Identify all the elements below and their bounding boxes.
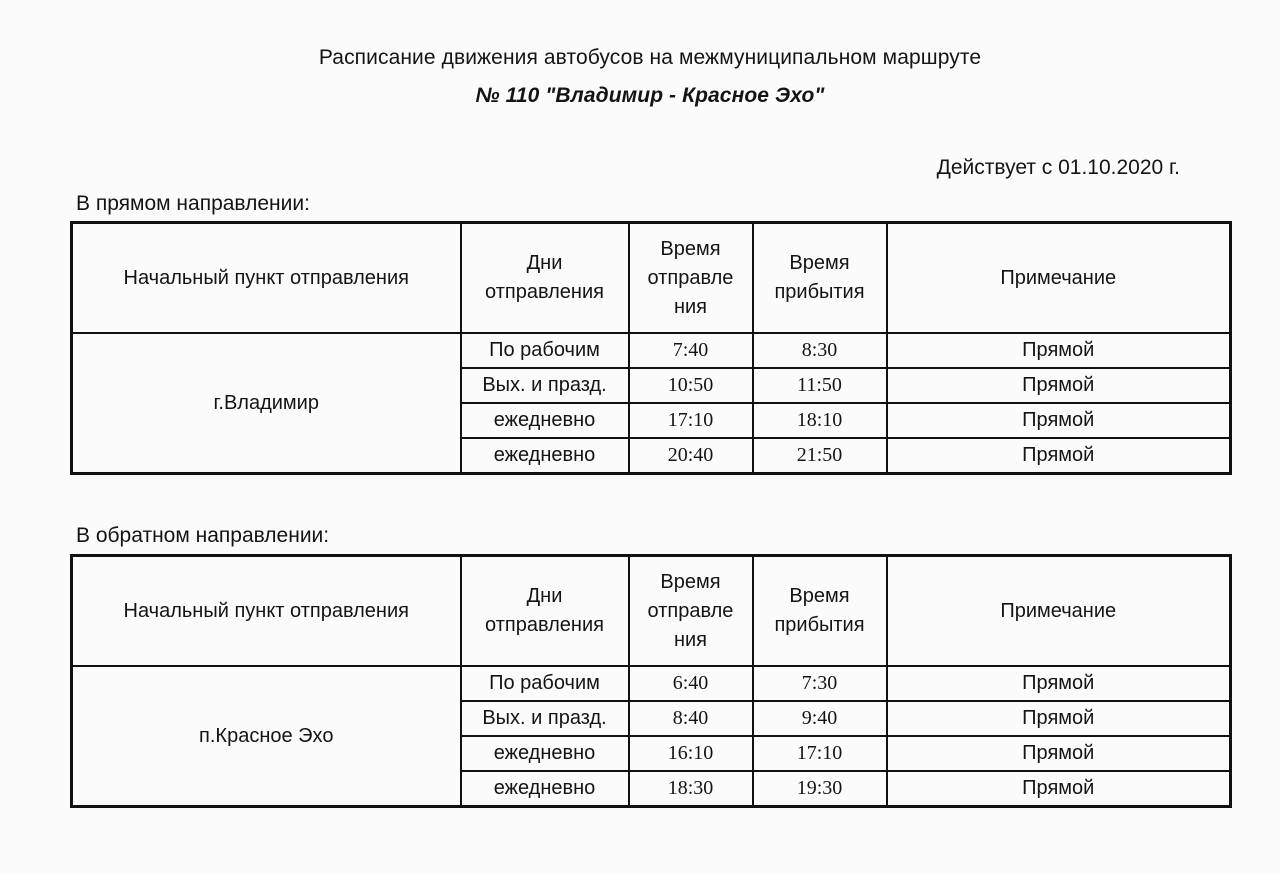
- note-cell: Прямой: [887, 771, 1231, 807]
- note-cell: Прямой: [887, 736, 1231, 771]
- note-cell: Прямой: [887, 403, 1231, 438]
- days-cell: ежедневно: [461, 403, 629, 438]
- departure-cell: 10:50: [629, 368, 753, 403]
- arrival-cell: 7:30: [753, 666, 887, 701]
- backward-schedule-table: [70, 554, 1232, 808]
- departure-cell: 17:10: [629, 403, 753, 438]
- forward-schedule-table: [70, 221, 1232, 475]
- departure-cell: 16:10: [629, 736, 753, 771]
- arrival-cell: 9:40: [753, 701, 887, 736]
- days-cell: Вых. и празд.: [461, 701, 629, 736]
- header-arrival: Время прибытия: [753, 556, 887, 667]
- arrival-cell: 11:50: [753, 368, 887, 403]
- days-cell: ежедневно: [461, 736, 629, 771]
- note-cell: Прямой: [887, 666, 1231, 701]
- days-cell: Вых. и празд.: [461, 368, 629, 403]
- origin-cell: г.Владимир: [72, 333, 461, 474]
- departure-cell: 6:40: [629, 666, 753, 701]
- forward-section-label: В прямом направлении:: [76, 192, 310, 215]
- header-departure: Время отправле ния: [629, 223, 753, 334]
- header-days: Дни отправления: [461, 223, 629, 334]
- note-cell: Прямой: [887, 701, 1231, 736]
- departure-cell: 20:40: [629, 438, 753, 474]
- header-arrival: Время прибытия: [753, 223, 887, 334]
- header-origin: Начальный пункт отправления: [72, 223, 461, 334]
- table-header-row: [72, 223, 1231, 334]
- arrival-cell: 17:10: [753, 736, 887, 771]
- header-note: Примечание: [887, 556, 1231, 667]
- note-cell: Прямой: [887, 333, 1231, 368]
- arrival-cell: 21:50: [753, 438, 887, 474]
- table-header-row: [72, 556, 1231, 667]
- departure-cell: 18:30: [629, 771, 753, 807]
- header-departure: Время отправле ния: [629, 556, 753, 667]
- route-title: № 110 "Владимир - Красное Эхо": [475, 84, 825, 107]
- days-cell: По рабочим: [461, 666, 629, 701]
- departure-cell: 8:40: [629, 701, 753, 736]
- arrival-cell: 8:30: [753, 333, 887, 368]
- arrival-cell: 19:30: [753, 771, 887, 807]
- note-cell: Прямой: [887, 368, 1231, 403]
- effective-date: Действует с 01.10.2020 г.: [936, 156, 1180, 179]
- header-note: Примечание: [887, 223, 1231, 334]
- departure-cell: 7:40: [629, 333, 753, 368]
- note-cell: Прямой: [887, 438, 1231, 474]
- table-row: [72, 333, 1231, 368]
- origin-cell: п.Красное Эхо: [72, 666, 461, 807]
- document-title: Расписание движения автобусов на межмуниципальном маршруте: [318, 46, 982, 69]
- arrival-cell: 18:10: [753, 403, 887, 438]
- backward-section-label: В обратном направлении:: [76, 524, 330, 547]
- header-days: Дни отправления: [461, 556, 629, 667]
- header-origin: Начальный пункт отправления: [72, 556, 461, 667]
- days-cell: ежедневно: [461, 771, 629, 807]
- days-cell: По рабочим: [461, 333, 629, 368]
- table-row: [72, 666, 1231, 701]
- days-cell: ежедневно: [461, 438, 629, 474]
